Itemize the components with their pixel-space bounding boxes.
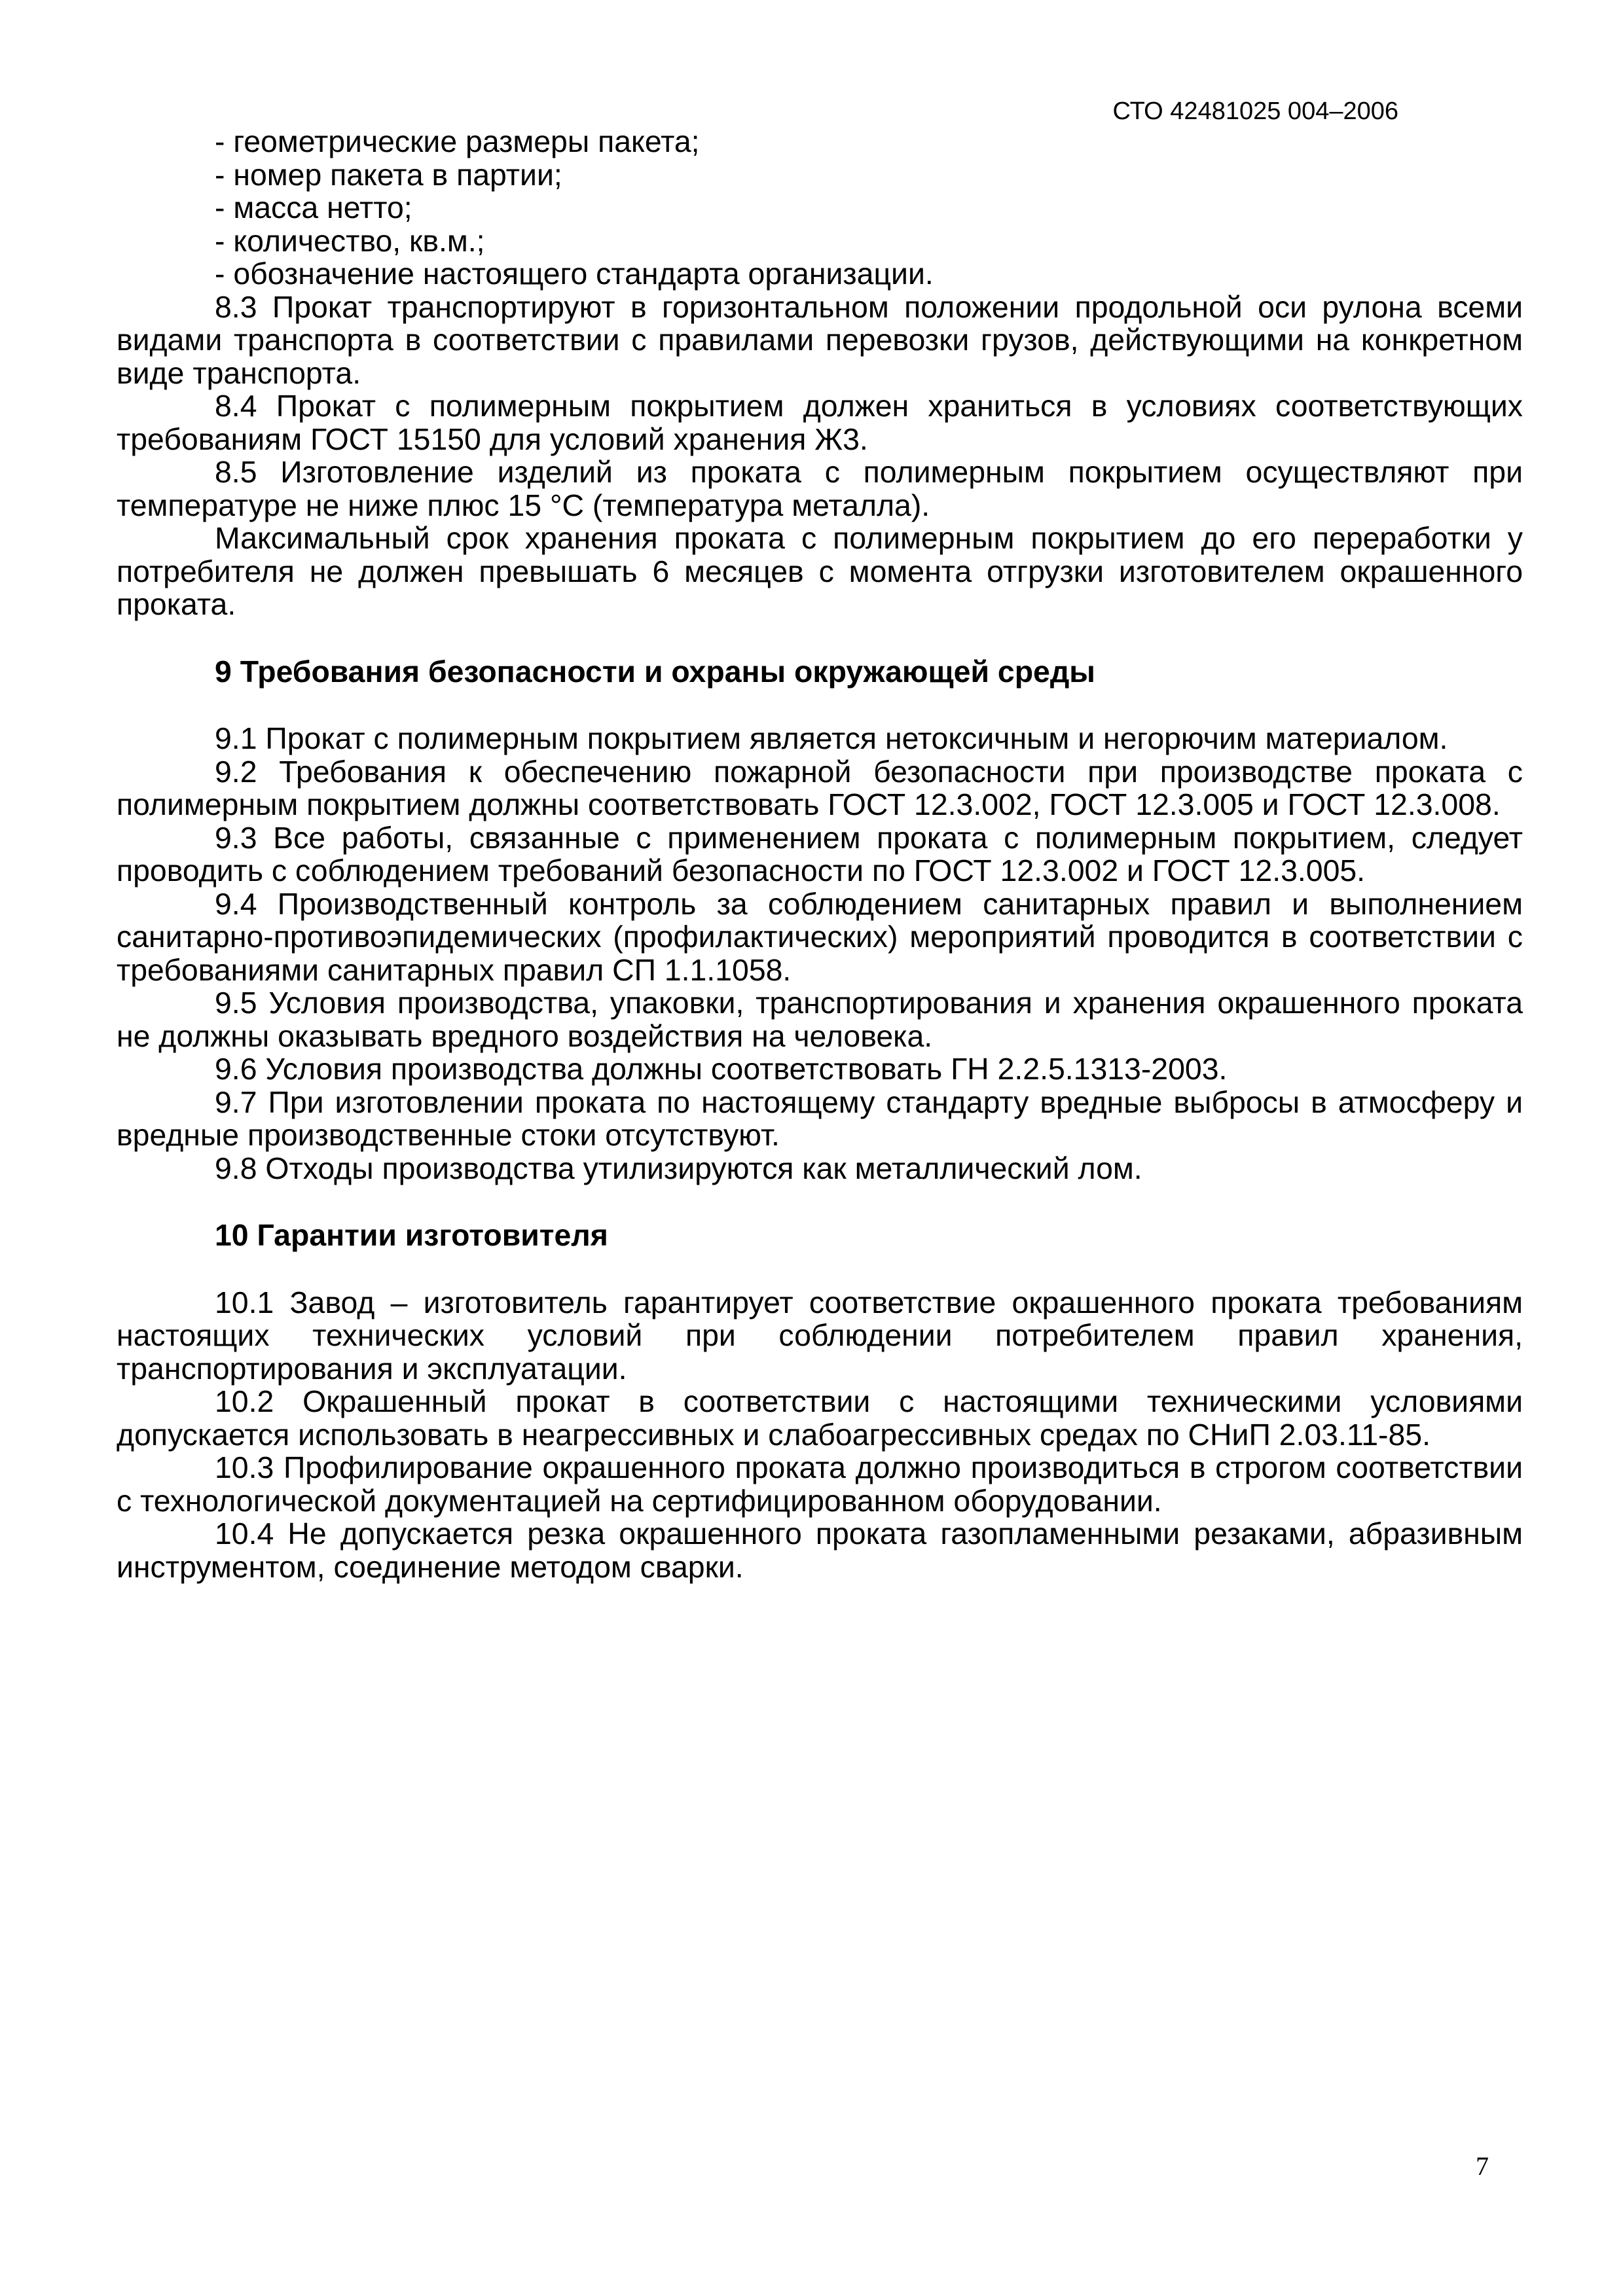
section-10-heading: 10 Гарантии изготовителя [215, 1218, 608, 1252]
paragraph-10-1: 10.1 Завод – изготовитель гарантирует соответствие окрашенного проката требованиям настоящих технических условий при соблюдении потребителем правил хранения, транспортирования и эксплуатации. [117, 1285, 1523, 1386]
paragraph-8-5: 8.5 Изготовление изделий из проката с полимерным покрытием осуществляют при температуре не ниже плюс 15 °С (температура металла). [117, 455, 1523, 522]
paragraph-9-4: 9.4 Производственный контроль за соблюдением санитарных правил и выполнением санитарно-противоэпидемических (профилактических) мероприятий проводится в соответствии с требованиями санитарных правил СП 1.1.1058. [117, 886, 1523, 987]
paragraph-10-3: 10.3 Профилирование окрашенного проката должно производиться в строгом соответствии с технологической документацией на сертифицированном оборудовании. [117, 1450, 1523, 1518]
list-item: - геометрические размеры пакета; [215, 124, 700, 158]
paragraph-9-8: 9.8 Отходы производства утилизируются как металлический лом. [215, 1151, 1142, 1185]
list-item: - масса нетто; [215, 190, 412, 224]
section-10-body [117, 1286, 1523, 1584]
list-item: - обозначение настоящего стандарта организации. [215, 257, 934, 291]
paragraph-10-4: 10.4 Не допускается резка окрашенного проката газопламенными резаками, абразивным инструментом, соединение методом сварки. [117, 1516, 1523, 1584]
paragraph-9-7: 9.7 При изготовлении проката по настоящему стандарту вредные выбросы в атмосферу и вредные производственные стоки отсутствуют. [117, 1085, 1523, 1152]
page-content [117, 125, 1523, 1583]
paragraph-9-6: 9.6 Условия производства должны соответствовать ГН 2.2.5.1313-2003. [215, 1052, 1228, 1086]
section-9-heading: 9 Требования безопасности и охраны окружающей среды [215, 654, 1095, 689]
page-number: 7 [1476, 2151, 1489, 2181]
paragraph-10-2: 10.2 Окрашенный прокат в соответствии с настоящими техническими условиями допускается использовать в неагрессивных и слабоагрессивных средах по СНиП 2.03.11-85. [117, 1384, 1523, 1452]
list-item: - количество, кв.м.; [215, 223, 485, 258]
paragraph-9-2: 9.2 Требования к обеспечению пожарной безопасности при производстве проката с полимерным покрытием должны соответствовать ГОСТ 12.3.002, ГОСТ 12.3.005 и ГОСТ 12.3.008. [117, 754, 1523, 821]
paragraph-9-5: 9.5 Условия производства, упаковки, транспортирования и хранения окрашенного проката не должны оказывать вредного воздействия на человека. [117, 986, 1523, 1053]
paragraph-9-1: 9.1 Прокат с полимерным покрытием является нетоксичным и негорючим материалом. [215, 721, 1448, 755]
packet-marking-list [117, 125, 1523, 291]
list-item: - номер пакета в партии; [215, 157, 562, 192]
paragraph-8-3: 8.3 Прокат транспортируют в горизонтальном положении продольной оси рулона всеми видами транспорта в соответствии с правилами перевозки грузов, действующими на конкретном виде транспорта. [117, 289, 1523, 390]
paragraph-8-4: 8.4 Прокат с полимерным покрытием должен храниться в условиях соответствующих требованиям ГОСТ 15150 для условий хранения Ж3. [117, 389, 1523, 456]
document-code: СТО 42481025 004–2006 [1112, 98, 1398, 125]
paragraph-storage-term: Максимальный срок хранения проката с полимерным покрытием до его переработки у потребителя не должен превышать 6 месяцев с момента отгрузки изготовителем окрашенного проката. [117, 521, 1523, 621]
paragraph-9-3: 9.3 Все работы, связанные с применением проката с полимерным покрытием, следует проводить с соблюдением требований безопасности по ГОСТ 12.3.002 и ГОСТ 12.3.005. [117, 820, 1523, 888]
section-9-body [117, 722, 1523, 1185]
